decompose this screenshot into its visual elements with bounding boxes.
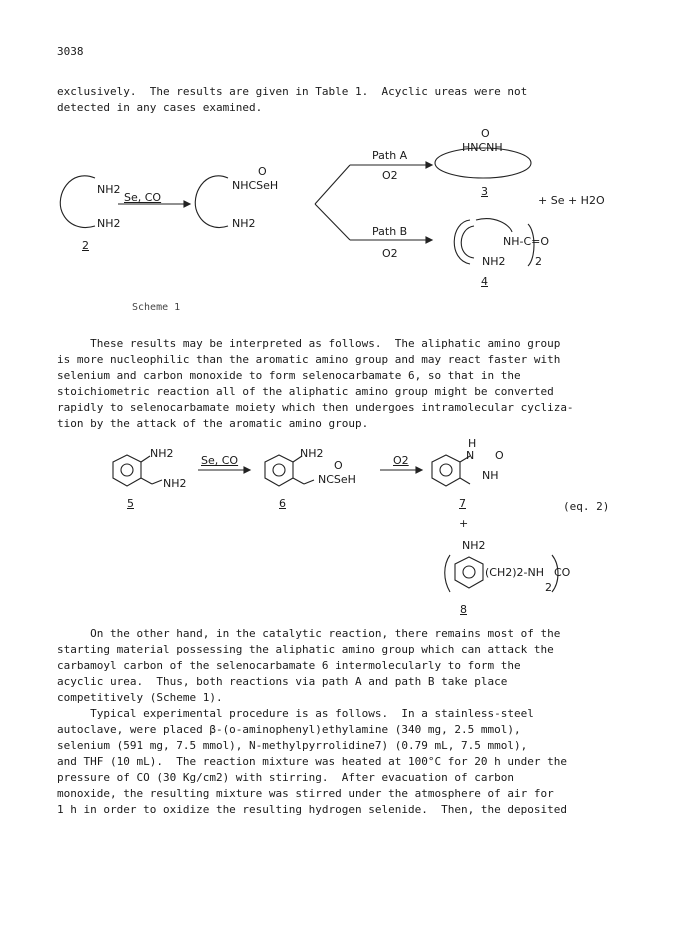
path-a-o2: O2	[382, 169, 398, 182]
compound-label-5: 5	[127, 497, 134, 510]
eq2-o2: O2	[393, 454, 409, 467]
product4-nh2: NH2	[482, 255, 506, 268]
text-line: rapidly to selenocarbamate moiety which then undergoes intramolecular cycliza-	[57, 401, 574, 414]
byproducts: + Se + H2O	[538, 194, 605, 207]
text-line: pressure of CO (30 Kg/cm2) with stirring. After evacuation of carbon	[57, 771, 514, 784]
text-line: acyclic urea. Thus, both reactions via path A and path B take place	[57, 675, 508, 688]
path-a-label: Path A	[372, 149, 408, 162]
text-line: monoxide, the resulting mixture was stirred under the atmosphere of air for	[57, 787, 554, 800]
benzene-ring-8	[455, 557, 483, 588]
eq2-nh2-aliphatic: NH2	[163, 477, 187, 490]
macrocycle-ring-4	[454, 220, 470, 264]
text-line: 1 h in order to oxidize the resulting hydrogen selenide. Then, the deposited	[57, 803, 567, 816]
compound-label-7: 7	[459, 497, 466, 510]
text-line: autoclave, were placed β-(o-aminophenyl)ethylamine (340 mg, 2.5 mmol),	[57, 723, 521, 736]
compound-label-4: 4	[481, 275, 488, 288]
eq2-nh2-aromatic: NH2	[150, 447, 174, 460]
text-line: starting material possessing the aliphatic amino group which can attack the	[57, 643, 554, 656]
text-line: Typical experimental procedure is as follows. In a stainless-steel	[57, 707, 534, 720]
eq2-7-o: O	[495, 449, 504, 462]
text-line: carbamoyl carbon of the selenocarbamate 6 intermolecularly to form the	[57, 659, 521, 672]
hncnh-group: HNCNH	[462, 141, 503, 154]
path-b-label: Path B	[372, 225, 408, 238]
chain-arc-intermediate	[195, 176, 228, 228]
text-line: and THF (10 mL). The reaction mixture was heated at 100°C for 20 h under the	[57, 755, 567, 768]
eq2-plus: +	[459, 517, 469, 530]
urea-carbonyl-o: O	[481, 127, 490, 140]
text-line: selenium and carbon monoxide to form selenocarbamate 6, so that in the	[57, 369, 521, 382]
text-line: competitively (Scheme 1).	[57, 691, 223, 704]
reactant-nh2-top: NH2	[97, 183, 121, 196]
carbonyl-o-intermediate: O	[258, 165, 267, 178]
text-line: is more nucleophilic than the aromatic amino group and may react faster with	[57, 353, 561, 366]
text-line: selenium (591 mg, 7.5 mmol), N-methylpyrrolidine7) (0.79 mL, 7.5 mmol),	[57, 739, 528, 752]
text-line: These results may be interpreted as follows. The aliphatic amino group	[57, 337, 561, 350]
eq2-6-ncseh: NCSeH	[318, 473, 356, 486]
eq2-8-sub2: 2	[545, 581, 552, 594]
subscript-2: 2	[535, 255, 542, 268]
nhcseh-group: NHCSeH	[232, 179, 279, 192]
text-line: detected in any cases examined.	[57, 101, 263, 114]
eq2-8-co: CO	[554, 566, 571, 579]
benzene-ring-6	[265, 455, 293, 486]
benzene-ring-7	[432, 455, 460, 486]
reactant-nh2-bottom: NH2	[97, 217, 121, 230]
eq2-6-o: O	[334, 459, 343, 472]
compound-label-2: 2	[82, 239, 89, 252]
eq2-8-chain: (CH2)2-NH	[485, 566, 545, 579]
compound-label-6: 6	[279, 497, 286, 510]
text-line: stoichiometric reaction all of the aliphatic amino group might be converted	[57, 385, 554, 398]
text-line: On the other hand, in the catalytic reaction, there remains most of the	[57, 627, 561, 640]
eq2-7-n: N	[466, 449, 475, 462]
text-line: exclusively. The results are given in Table 1. Acyclic ureas were not	[57, 85, 528, 98]
page-number: 3038	[57, 45, 84, 58]
eq2-reagent-se-co: Se, CO	[201, 454, 239, 467]
eq2-8-nh2: NH2	[462, 539, 486, 552]
benzene-ring-5	[113, 455, 141, 486]
eq2-7-h: H	[468, 437, 477, 450]
nh-c-o-group: NH-C=O	[503, 235, 550, 248]
path-b-o2: O2	[382, 247, 398, 260]
chain-arc-2	[60, 176, 95, 228]
eq2-7-nh: NH	[482, 469, 499, 482]
scheme-caption: Scheme 1	[132, 302, 181, 313]
compound-label-8: 8	[460, 603, 467, 616]
compound-label-3: 3	[481, 185, 488, 198]
text-line: tion by the attack of the aromatic amino group.	[57, 417, 369, 430]
reagent-se-co: Se, CO	[124, 191, 162, 204]
intermediate-nh2: NH2	[232, 217, 256, 230]
eq2-6-nh2: NH2	[300, 447, 324, 460]
equation-label: (eq. 2)	[563, 500, 610, 513]
